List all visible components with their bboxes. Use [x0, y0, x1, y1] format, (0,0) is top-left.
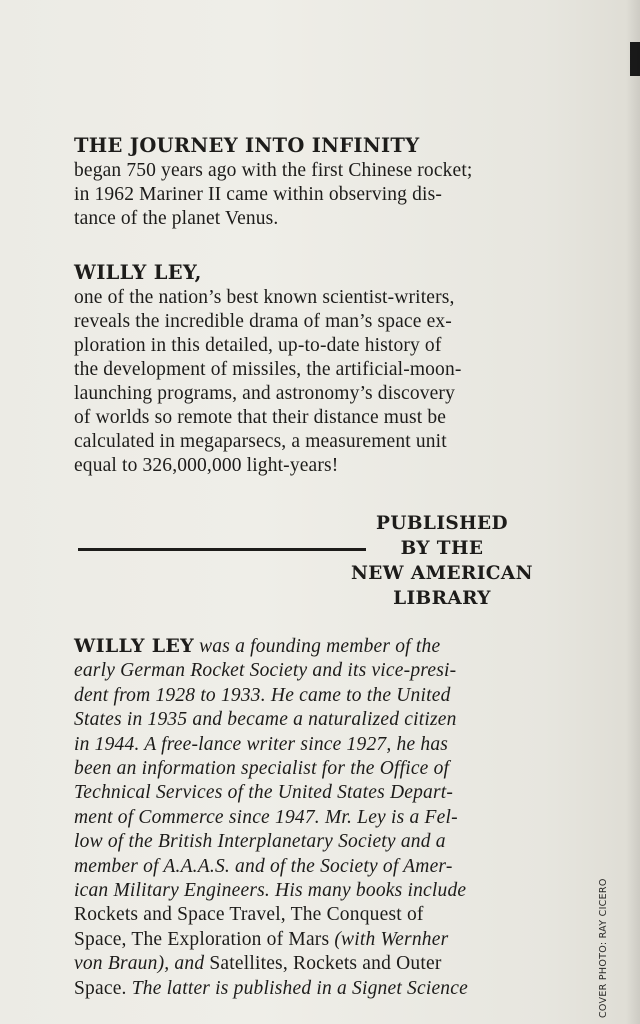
intro-heading: THE JOURNEY INTO INFINITY — [74, 134, 420, 157]
bio-line — [74, 733, 554, 757]
intro-line: tance of the planet Venus. — [74, 208, 279, 229]
bio-line — [74, 781, 554, 805]
publisher-line: PUBLISHED — [376, 513, 508, 534]
bio-line — [74, 634, 554, 659]
bio-line — [74, 806, 554, 830]
bio-line — [74, 659, 554, 683]
bio-line — [74, 879, 554, 903]
author-heading: WILLY LEY, — [74, 261, 202, 284]
bio-text: The latter is published in a Signet Science — [131, 977, 468, 999]
bio-book-titles: Space, The Exploration of Mars — [74, 928, 335, 950]
bio-text: von Braun), and — [74, 953, 210, 975]
bio-line — [74, 977, 554, 1001]
bio-text: States in 1935 and became a naturalized citizen — [74, 709, 457, 731]
bio-text: in 1944. A free-lance writer since 1927, he has — [74, 733, 449, 755]
author-line: of worlds so remote that their distance must be — [74, 407, 447, 428]
author-line: ploration in this detailed, up-to-date history of — [74, 335, 442, 356]
bio-line — [74, 684, 554, 708]
bio-text: been an information specialist for the Office of — [74, 758, 450, 780]
publisher-line: LIBRARY — [393, 588, 491, 609]
bio-text: was a founding member of the — [194, 636, 441, 657]
bio-line — [74, 903, 554, 927]
author-line: equal to 326,000,000 light-years! — [74, 455, 339, 476]
bio-line — [74, 708, 554, 732]
bio-text: ment of Commerce since 1947. Mr. Ley is a Fel- — [74, 806, 458, 828]
bio-text: (with Wernher — [334, 928, 449, 950]
author-line: launching programs, and astronomy’s discovery — [74, 383, 455, 404]
cover-photo-credit: COVER PHOTO: RAY CICERO — [598, 878, 609, 1018]
bio-book-titles: Satellites, Rockets and Outer — [209, 953, 442, 975]
bio-book-titles: Space. — [74, 977, 132, 999]
publisher-imprint — [322, 511, 562, 611]
bio-text: dent from 1928 to 1933. He came to the United — [74, 684, 451, 706]
author-line: calculated in megaparsecs, a measurement unit — [74, 431, 447, 452]
bio-text: low of the British Interplanetary Society and a — [74, 831, 446, 853]
bio-line — [74, 952, 554, 976]
publisher-line: NEW AMERICAN — [351, 563, 533, 584]
bio-text: Technical Services of the United States Depart- — [74, 782, 454, 804]
bio-line — [74, 830, 554, 854]
intro-section — [74, 133, 554, 231]
bio-line — [74, 928, 554, 952]
author-section — [74, 260, 554, 478]
bio-text: early German Rocket Society and its vice-presi- — [74, 660, 457, 682]
publisher-line: BY THE — [400, 538, 484, 559]
bio-line — [74, 757, 554, 781]
author-line: reveals the incredible drama of man’s space ex- — [74, 311, 452, 332]
intro-line: began 750 years ago with the first Chinese rocket; — [74, 160, 473, 181]
bio-line — [74, 855, 554, 879]
bio-name: WILLY LEY — [74, 635, 195, 657]
author-line: the development of missiles, the artificial-moon- — [74, 359, 462, 380]
bio-text: member of A.A.A.S. and of the Society of Amer- — [74, 855, 453, 877]
intro-line: in 1962 Mariner II came within observing dis- — [74, 184, 442, 205]
bio-section — [74, 634, 554, 1001]
spine-shadow — [626, 0, 640, 1024]
bio-text: ican Military Engineers. His many books include — [74, 880, 467, 902]
author-line: one of the nation’s best known scientist-writers, — [74, 287, 455, 308]
bio-book-titles: Rockets and Space Travel, The Conquest of — [74, 904, 424, 926]
